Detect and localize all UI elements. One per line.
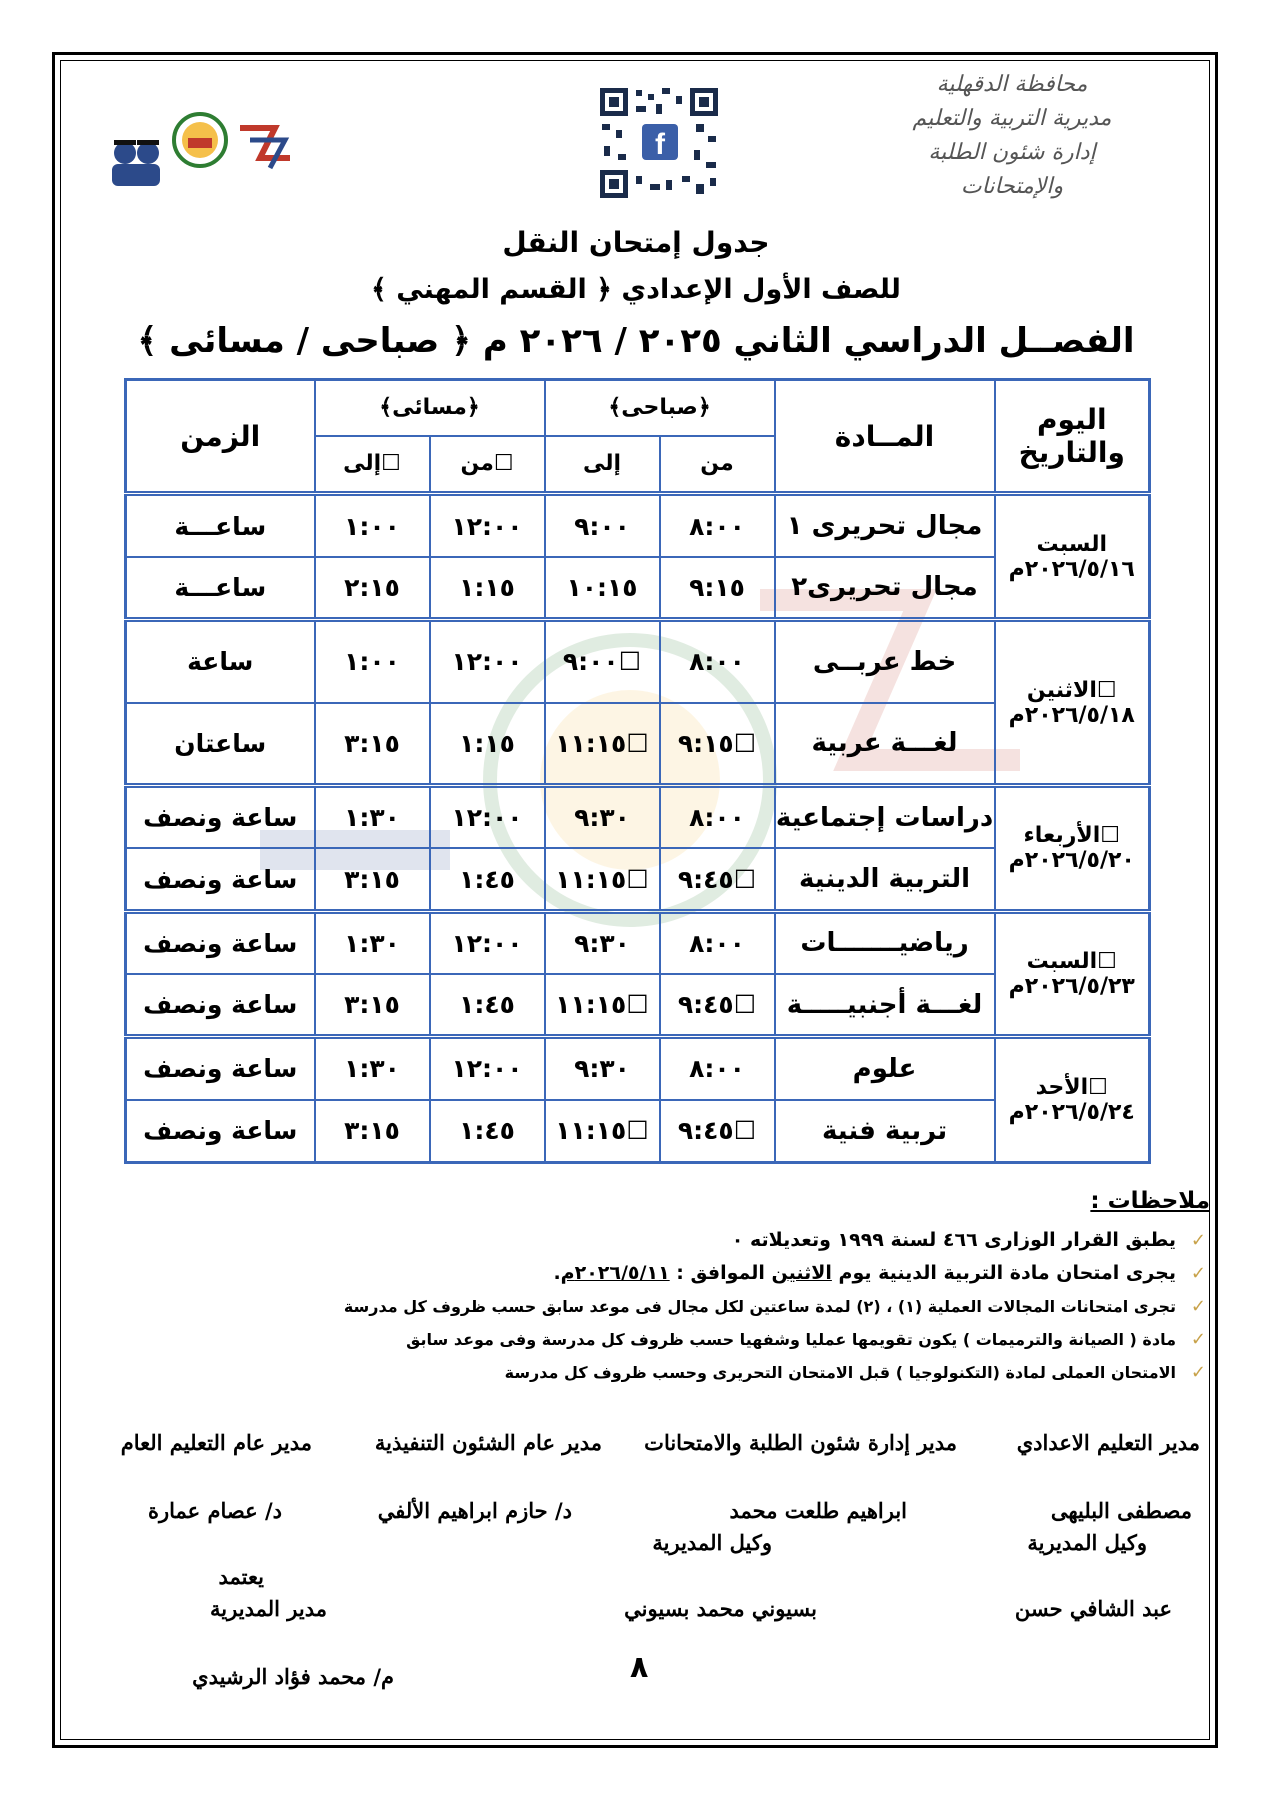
signatory-role: وكيل المديرية xyxy=(652,1530,772,1555)
day-date-cell xyxy=(995,786,1150,912)
evening-to-cell: ١:٠٠ xyxy=(315,494,430,557)
evening-from-cell: ١٢:٠٠ xyxy=(430,911,545,974)
notes-title: ملاحظات : xyxy=(1090,1188,1210,1214)
header-evening: ﴿مسائى﴾ xyxy=(315,380,545,436)
evening-to-cell: ١:٣٠ xyxy=(315,1037,430,1100)
evening-to-cell: ١:٣٠ xyxy=(315,786,430,849)
morning-to-cell: ☐١١:١٥ xyxy=(545,703,660,786)
morning-to-cell: ٩:٣٠ xyxy=(545,1037,660,1100)
header-morning-to: إلى xyxy=(545,436,660,494)
note-religion: ✓ يجرى امتحان مادة التربية الدينية يوم الاثنين الموافق : ٢٠٢٦/٥/١١م. xyxy=(110,1257,1210,1290)
subject-cell: خط عربــى xyxy=(775,620,995,703)
signatory-role: وكيل المديرية xyxy=(1027,1530,1147,1555)
morning-from-cell: ٩:١٥ xyxy=(660,557,775,620)
check-icon: ✓ xyxy=(1190,1329,1206,1350)
signatory-name: ابراهيم طلعت محمد xyxy=(729,1498,907,1523)
exam-date: ٢٠٢٦/٥/١٦م xyxy=(1008,556,1135,582)
duration-cell: ساعـــة xyxy=(126,557,315,620)
check-icon: ✓ xyxy=(1190,1296,1206,1317)
header-line-1: محافظة الدقهلية xyxy=(936,72,1088,97)
header-line-2: مديرية التربية والتعليم xyxy=(912,106,1112,131)
signatory-name: عبد الشافي حسن xyxy=(1014,1596,1172,1621)
header-evening-to: ☐إلى xyxy=(315,436,430,494)
morning-to-cell: ٩:٣٠ xyxy=(545,786,660,849)
evening-from-cell: ١:١٥ xyxy=(430,557,545,620)
evening-from-cell: ١:١٥ xyxy=(430,703,545,786)
header-morning-from: من xyxy=(660,436,775,494)
evening-to-cell: ٣:١٥ xyxy=(315,1100,430,1163)
day-name: ☐الأحد xyxy=(1035,1075,1108,1101)
duration-cell: ساعة ونصف xyxy=(126,1037,315,1100)
subject-cell: مجال تحريرى٢ xyxy=(775,557,995,620)
exam-date: ٢٠٢٦/٥/١٨م xyxy=(1008,702,1135,728)
duration-cell: ساعة ونصف xyxy=(126,786,315,849)
title-line-3: الفصــل الدراسي الثاني ٢٠٢٥ / ٢٠٢٦ م ﴿ صباحى / مسائى ﴾ xyxy=(137,321,1135,361)
morning-from-cell: ☐٩:٤٥ xyxy=(660,1100,775,1163)
subject-cell: رياضيـــــــات xyxy=(775,911,995,974)
morning-to-cell: ☐١١:١٥ xyxy=(545,848,660,911)
duration-cell: ساعة xyxy=(126,620,315,703)
morning-to-cell: ☐٩:٠٠ xyxy=(545,620,660,703)
day-date-cell xyxy=(995,911,1150,1037)
subject-cell: علوم xyxy=(775,1037,995,1100)
morning-from-cell: ٨:٠٠ xyxy=(660,911,775,974)
exam-date: ٢٠٢٦/٥/٢٠م xyxy=(1008,848,1135,874)
header-line-3: إدارة شئون الطلبة والإمتحانات xyxy=(928,140,1096,199)
subject-cell: مجال تحريرى ١ xyxy=(775,494,995,557)
subject-cell: لغـــة عربية xyxy=(775,703,995,786)
morning-from-cell: ٨:٠٠ xyxy=(660,620,775,703)
subject-cell: التربية الدينية xyxy=(775,848,995,911)
check-icon: ✓ xyxy=(1190,1362,1206,1383)
header-evening-from: ☐من xyxy=(430,436,545,494)
note-item: ✓ الامتحان العملى لمادة (التكنولوجيا ) قبل الامتحان التحريرى وحسب ظروف كل مدرسة xyxy=(110,1356,1210,1389)
morning-to-cell: ☐١١:١٥ xyxy=(545,1100,660,1163)
duration-cell: ساعة ونصف xyxy=(126,974,315,1037)
morning-to-cell: ٩:٣٠ xyxy=(545,911,660,974)
subject-cell: دراسات إجتماعية xyxy=(775,786,995,849)
header-duration: الزمن xyxy=(126,380,315,494)
approve-label: يعتمد xyxy=(218,1564,264,1589)
morning-to-cell: ☐١١:١٥ xyxy=(545,974,660,1037)
exam-date: ٢٠٢٦/٥/٢٣م xyxy=(1008,973,1135,999)
evening-from-cell: ١٢:٠٠ xyxy=(430,494,545,557)
day-name: السبت xyxy=(1036,531,1107,557)
duration-cell: ساعة ونصف xyxy=(126,1100,315,1163)
qr-code-icon xyxy=(596,84,722,202)
note-item: ✓ تجرى امتحانات المجالات العملية (١) ، (٢) لمدة ساعتين لكل مجال فى موعد سابق حسب ظروف كل مدرسة xyxy=(110,1290,1210,1323)
morning-to-cell: ٩:٠٠ xyxy=(545,494,660,557)
evening-from-cell: ١٢:٠٠ xyxy=(430,620,545,703)
note-item: ✓ مادة ( الصيانة والترميمات ) يكون تقويمها عمليا وشفهيا حسب ظروف كل مدرسة وفى موعد سابق xyxy=(110,1323,1210,1356)
day-date-cell xyxy=(995,1037,1150,1163)
day-date-cell xyxy=(995,494,1150,620)
evening-from-cell: ١:٤٥ xyxy=(430,974,545,1037)
exam-date: ٢٠٢٦/٥/٢٤م xyxy=(1008,1100,1135,1126)
header-morning: ﴿صباحى﴾ xyxy=(545,380,775,436)
subject-cell: تربية فنية xyxy=(775,1100,995,1163)
signature-title: مدير التعليم الاعدادي xyxy=(1016,1430,1200,1455)
signatory-role: مدير المديرية xyxy=(210,1596,327,1621)
header-subject: المــادة xyxy=(775,380,995,494)
title-line-1: جدول إمتحان النقل xyxy=(502,226,770,259)
morning-from-cell: ٨:٠٠ xyxy=(660,494,775,557)
morning-to-cell: ١٠:١٥ xyxy=(545,557,660,620)
morning-from-cell: ٨:٠٠ xyxy=(660,1037,775,1100)
signature-title: مدير عام الشئون التنفيذية xyxy=(374,1430,602,1455)
evening-from-cell: ١٢:٠٠ xyxy=(430,1037,545,1100)
header-directorate-text xyxy=(882,68,1142,204)
duration-cell: ساعتان xyxy=(126,703,315,786)
evening-to-cell: ٣:١٥ xyxy=(315,848,430,911)
morning-from-cell: ☐٩:٤٥ xyxy=(660,974,775,1037)
day-name: ☐الاثنين xyxy=(1026,677,1117,703)
evening-to-cell: ٣:١٥ xyxy=(315,974,430,1037)
day-name: ☐الأربعاء xyxy=(1023,823,1121,849)
directorate-logo xyxy=(100,88,310,198)
signatory-name: م/ محمد فؤاد الرشيدي xyxy=(192,1664,394,1689)
day-date-cell xyxy=(995,620,1150,786)
signature-title: مدير إدارة شئون الطلبة والامتحانات xyxy=(644,1430,957,1455)
evening-from-cell: ١:٤٥ xyxy=(430,848,545,911)
morning-from-cell: ☐٩:١٥ xyxy=(660,703,775,786)
page-number: ٨ xyxy=(630,1650,649,1685)
evening-from-cell: ١٢:٠٠ xyxy=(430,786,545,849)
duration-cell: ساعة ونصف xyxy=(126,911,315,974)
morning-from-cell: ٨:٠٠ xyxy=(660,786,775,849)
duration-cell: ساعة ونصف xyxy=(126,848,315,911)
check-icon: ✓ xyxy=(1190,1263,1206,1284)
duration-cell: ساعـــة xyxy=(126,494,315,557)
evening-to-cell: ٢:١٥ xyxy=(315,557,430,620)
signatory-name: بسيوني محمد بسيوني xyxy=(624,1596,817,1621)
signatory-name: د/ عصام عمارة xyxy=(148,1498,282,1523)
evening-to-cell: ١:٣٠ xyxy=(315,911,430,974)
signature-title: مدير عام التعليم العام xyxy=(120,1430,312,1455)
exam-schedule-table xyxy=(124,378,1151,1164)
header-day-date: اليوم والتاريخ xyxy=(995,380,1150,494)
note-item: ✓ يطبق القرار الوزارى ٤٦٦ لسنة ١٩٩٩ وتعديلاته ٠ xyxy=(110,1224,1210,1257)
notes-section xyxy=(110,1188,1210,1389)
morning-from-cell: ☐٩:٤٥ xyxy=(660,848,775,911)
day-name: ☐السبت xyxy=(1026,948,1117,974)
evening-from-cell: ١:٤٥ xyxy=(430,1100,545,1163)
svg-text:f: f xyxy=(655,128,665,161)
evening-to-cell: ٣:١٥ xyxy=(315,703,430,786)
signatory-name: مصطفى البليهى xyxy=(1050,1498,1192,1523)
check-icon: ✓ xyxy=(1190,1230,1206,1251)
title-line-2: للصف الأول الإعدادي ﴿ القسم المهني ﴾ xyxy=(371,274,901,305)
evening-to-cell: ١:٠٠ xyxy=(315,620,430,703)
subject-cell: لغـــة أجنبيـــــة xyxy=(775,974,995,1037)
signatory-name: د/ حازم ابراهيم الألفي xyxy=(377,1498,572,1523)
